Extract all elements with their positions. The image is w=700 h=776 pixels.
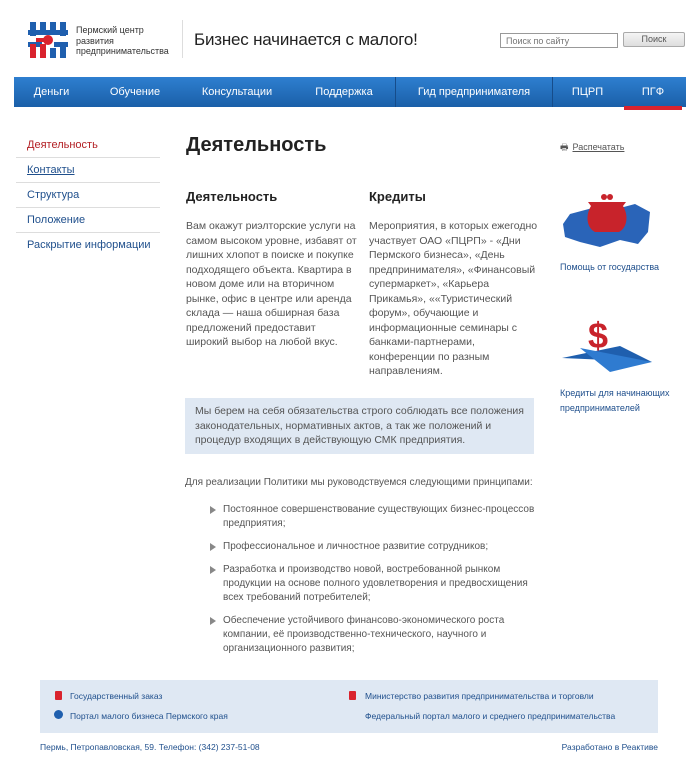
sidebar-item-structure[interactable]: Структура xyxy=(16,183,160,208)
svg-text:$: $ xyxy=(588,315,609,356)
portal-icon xyxy=(54,710,63,719)
footer-link-federal-portal[interactable]: Федеральный портал малого и среднего предпринимательства xyxy=(365,711,616,721)
search-button[interactable]: Поиск xyxy=(623,32,685,47)
nav-item-training[interactable]: Обучение xyxy=(109,86,161,98)
header-divider xyxy=(182,20,183,58)
sidebar-item-activity[interactable]: Деятельность xyxy=(16,133,160,158)
paper-plane-dollar-icon[interactable] xyxy=(560,310,655,375)
search-input[interactable] xyxy=(500,33,618,48)
credits-text: Мероприятия, в которых ежегодно участвует ОАО «ПЦРП» - «Дни Пермского бизнеса», «День предпринимателя», «Финансовый супермаркет», «Карьера Прикамья», ««Туристический форум», обучающие и информационные семинары с банками-партнерами, конференции по разным направлениям. xyxy=(369,220,538,377)
print-label: Распечатать xyxy=(572,142,625,152)
credits-heading: Кредиты xyxy=(369,189,426,204)
policy-note: Мы берем на себя обязательства строго соблюдать все положения законодательных, нормативных актов, а так же положений и процедур входящих в действующую СМК предприятия. xyxy=(185,398,534,454)
activity-text: Вам окажут риэлторские услуги на самом высоком уровне, избавят от лишних хлопот в поиске и покупке подходящего объекта. Квартира в новом доме или на вторичном рынке, офис в центре или аренда склада — наша обширная база предложений предоставит широкий выбор на любой вкус. xyxy=(186,220,357,348)
principles-list xyxy=(210,503,540,665)
sidebar-item-regulation[interactable]: Положение xyxy=(16,208,160,233)
sidebar-item-disclosure[interactable]: Раскрытие информации xyxy=(27,239,151,251)
nav-item-support[interactable]: Поддержка xyxy=(315,86,373,98)
logo-icon[interactable] xyxy=(28,20,68,60)
nav-item-money[interactable]: Деньги xyxy=(33,86,70,98)
coat-of-arms-icon xyxy=(349,691,356,700)
footer-link-ministry[interactable]: Министерство развития предпринимательства и торговли xyxy=(365,691,594,701)
print-link[interactable] xyxy=(560,140,624,156)
russia-wallet-icon[interactable] xyxy=(560,192,655,250)
nav-item-pcrp[interactable]: ПЦРП xyxy=(552,77,622,107)
promo-state-help-link[interactable]: Помощь от государства xyxy=(560,262,660,272)
logo-text: Пермский центр развития предпринимательства xyxy=(76,25,169,56)
main-nav xyxy=(14,77,686,107)
principles-intro: Для реализации Политики мы руководствуемся следующими принципами: xyxy=(185,477,533,488)
coat-of-arms-icon xyxy=(55,691,62,700)
list-item: Профессиональное и личностное развитие сотрудников; xyxy=(210,540,540,554)
nav-item-consulting[interactable]: Консультации xyxy=(201,86,273,98)
developer-link[interactable]: Разработано в Реактиве xyxy=(561,742,658,752)
sidebar-item-contacts[interactable]: Контакты xyxy=(16,158,160,183)
footer-links xyxy=(40,680,658,733)
list-item: Разработка и производство новой, востребованной рынком продукции на основе полного удовлетворения и предвосхищения всех требований потребителей; xyxy=(210,563,540,605)
promo-credits-link[interactable]: Кредиты для начинающих предпринимателей xyxy=(560,388,670,413)
slogan: Бизнес начинается с малого! xyxy=(194,30,418,49)
list-item: Обеспечение устойчивого финансово-экономического роста компании, её производственно-технического, научного и организационного развития; xyxy=(210,614,540,656)
sidebar xyxy=(16,133,160,258)
printer-icon: 🖶 xyxy=(560,142,569,152)
nav-item-guide[interactable]: Гид предпринимателя xyxy=(395,77,552,107)
footer-link-gov-order[interactable]: Государственный заказ xyxy=(70,691,163,701)
footer-address: Пермь, Петропавловская, 59. Телефон: (342) 237-51-08 xyxy=(40,742,260,752)
page-title: Деятельность xyxy=(186,134,327,156)
footer-link-small-business-portal[interactable]: Портал малого бизнеса Пермского края xyxy=(70,711,228,721)
nav-item-pgf[interactable]: ПГФ xyxy=(624,77,682,107)
list-item: Постоянное совершенствование существующих бизнес-процессов предприятия; xyxy=(210,503,540,531)
activity-heading: Деятельность xyxy=(186,189,278,204)
